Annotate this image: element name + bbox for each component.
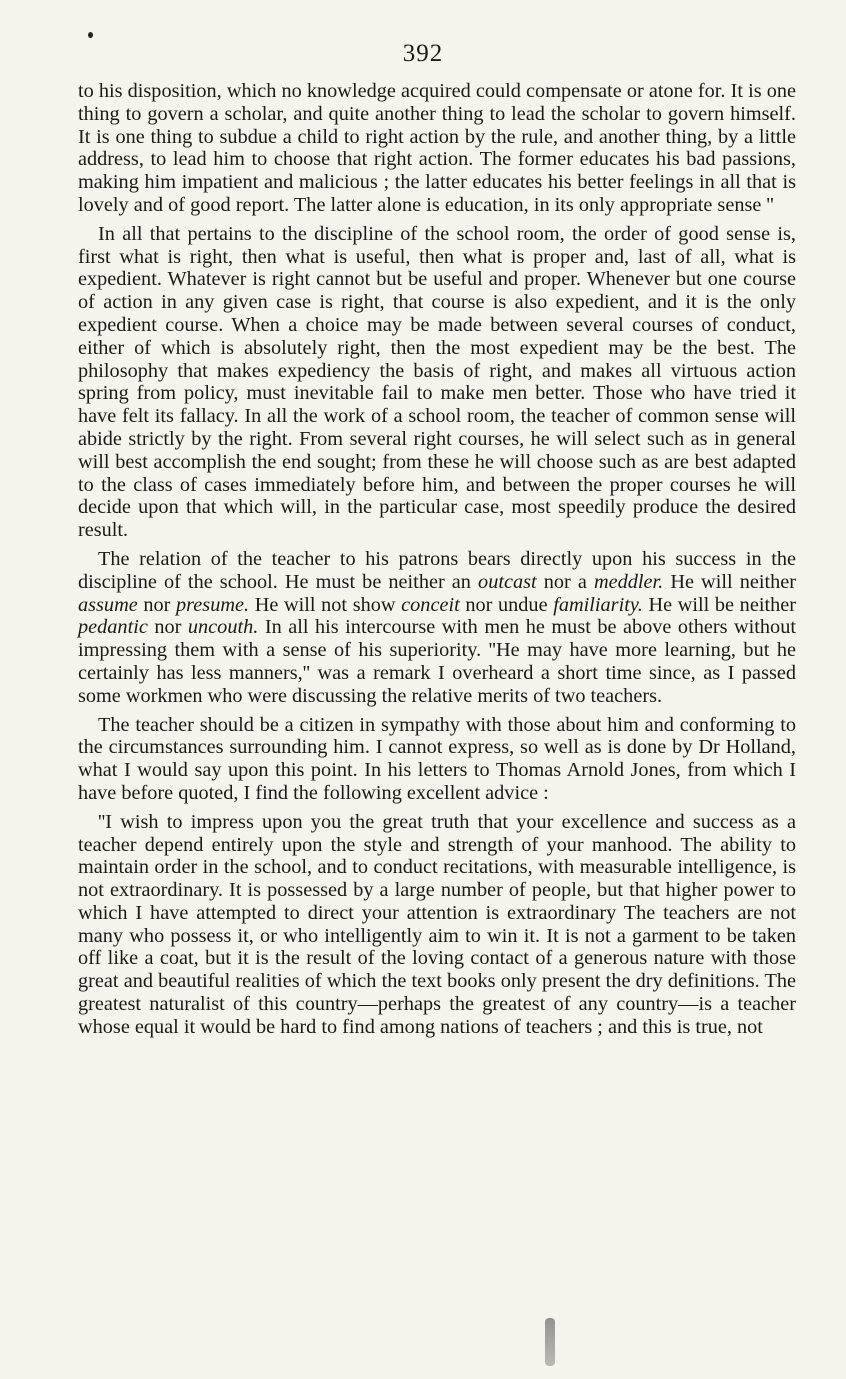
italic-text: meddler.: [593, 570, 664, 593]
text-run: ''I wish to impress upon you the great truth that your excellence and success as a teacher depend entirely upon the style and strength of your manhood. The ability to maintain order in the school, and to conduct recitations, with measurable intelligence, is not extraordinary. It is possessed by a large number of people, but that higher power to which I have attempted to direct your attention is extraordinary The teachers are not many who possess it, or who intelligently aim to win it. It is not a garment to be taken off like a coat, but it is the result of the loving contact of a generous nature with those great and beautiful realities of which the text books only present the dry definitions. The greatest naturalist of this country—perhaps the greatest of any country—is a teacher whose equal it would be hard to find among nations of teachers ; and this is true, not: [78, 810, 796, 1038]
italic-text: outcast: [478, 570, 537, 593]
italic-text: uncouth.: [187, 616, 259, 639]
body-text: [78, 80, 796, 1045]
paragraph: [78, 714, 796, 805]
text-run: nor: [147, 616, 188, 639]
text-run: He will be neither: [642, 593, 796, 616]
ink-smudge: [545, 1318, 555, 1366]
italic-text: pedantic: [78, 616, 148, 639]
text-run: He will neither: [663, 570, 797, 593]
italic-text: familiarity.: [553, 593, 643, 616]
text-run: nor: [137, 593, 177, 616]
text-run: nor undue: [459, 593, 554, 616]
italic-text: presume.: [176, 593, 250, 616]
paragraph: [78, 811, 796, 1039]
italic-text: conceit: [401, 593, 460, 616]
text-run: He will not show: [249, 593, 402, 616]
italic-text: assume: [78, 593, 138, 616]
page-number: 392: [402, 40, 444, 67]
text-run: The teacher should be a citizen in sympathy with those about him and conforming to the circumstances surrounding him. I cannot express, so well as is done by Dr Holland, what I would say upon this point. In his letters to Thomas Arnold Jones, from which I have before quoted, I find the following excellent advice :: [78, 713, 796, 804]
text-run: In all that pertains to the discipline of the school room, the order of good sense is, first what is right, then what is useful, then what is proper and, last of all, what is expedient. Whatever is right cannot but be useful and proper. Whenever but one course of action in any given case is right, that course is also expedient, and it is the only expedient course. When a choice may be made between several courses of conduct, either of which is absolutely right, then the most expedient may be the best. The philosophy that makes expediency the basis of right, and makes all virtuous action spring from policy, must inevitable fail to make men better. Those who have tried it have felt its fallacy. In all the work of a school room, the teacher of common sense will abide strictly by the right. From several right courses, he will select such as in general will best accomplish the end sought; from these he will choose such as are best adapted to the class of cases immediately before him, and between the proper courses he will decide upon that which will, in the particular case, most speedily produce the desired result.: [78, 222, 796, 542]
ink-speck: [88, 32, 93, 38]
text-run: In all his intercourse with men he must be above others without impressing them with a sense of his superiority. ''He may have more learning, but he certainly has less manners,'' was a remark I overheard a short time since, as I passed some workmen who were discussing the relative merits of two teachers.: [78, 616, 796, 707]
paragraph: [78, 80, 796, 217]
text-run: to his disposition, which no knowledge acquired could compensate or atone for. It is one thing to govern a scholar, and quite another thing to lead the scholar to govern himself. It is one thing to subdue a child to right action by the rule, and another thing, by a little address, to lead him to choose that right action. The former educates his bad passions, making him impatient and malicious ; the latter educates his better feelings in all that is lovely and of good report. The latter alone is education, in its only appropriate sense '': [78, 80, 796, 216]
text-run: nor a: [536, 570, 594, 593]
paragraph: [78, 223, 796, 542]
paragraph: [78, 548, 796, 708]
text-run: The relation of the teacher to his patrons bears directly upon his success in the discipline of the school. He must be neither an: [78, 547, 796, 593]
